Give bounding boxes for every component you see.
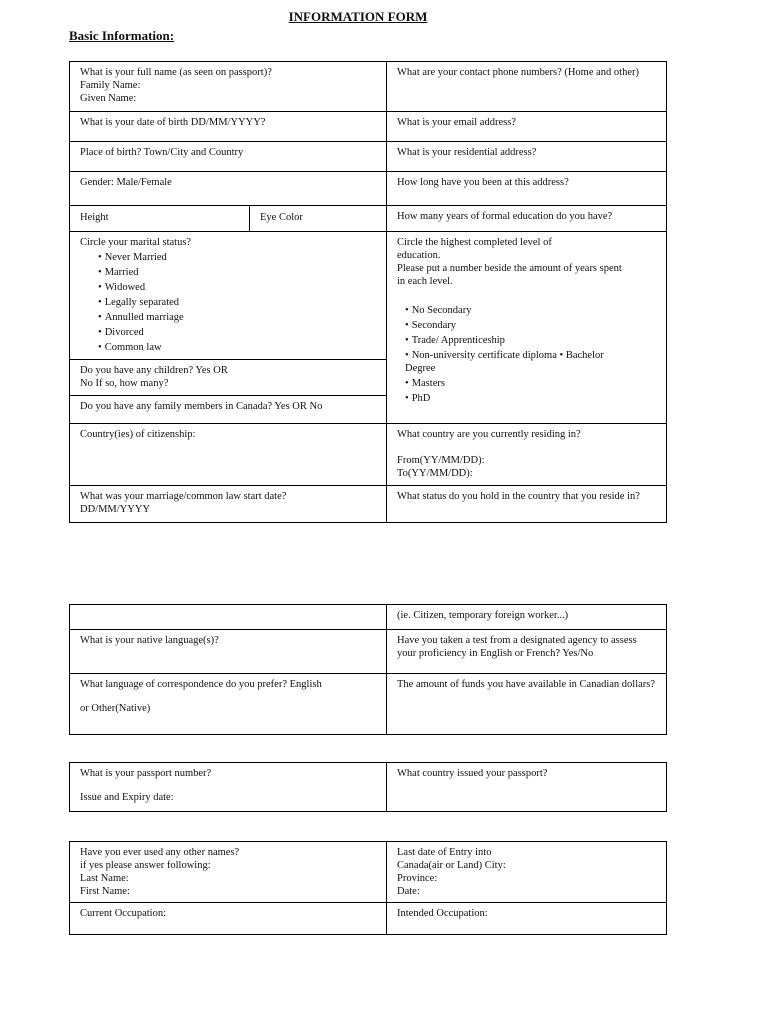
last-name-label: Last Name: — [80, 873, 129, 884]
dob-cell[interactable] — [70, 112, 387, 141]
children-question-line2: No If so, how many? — [80, 378, 169, 389]
full-name-cell[interactable] — [70, 62, 387, 111]
current-occupation-label: Current Occupation: — [80, 908, 167, 919]
language-table — [69, 604, 667, 735]
education-level-line3: Please put a number beside the amount of years spent — [397, 263, 622, 274]
section-heading: Basic Information: — [69, 28, 175, 43]
education-level-options — [397, 304, 656, 405]
language-test-cell[interactable] — [387, 630, 666, 673]
intended-occupation-label: Intended Occupation: — [397, 908, 488, 919]
marital-status-options — [80, 251, 376, 354]
birthplace-question: Place of birth? Town/City and Country — [80, 147, 244, 158]
gender-question: Gender: Male/Female — [80, 177, 172, 188]
table-row — [70, 423, 666, 485]
entry-province-label: Province: — [397, 873, 438, 884]
list-item[interactable]: • Annulled marriage — [98, 311, 376, 324]
passport-country-question: What country issued your passport? — [397, 768, 548, 779]
height-label: Height — [80, 212, 109, 223]
list-item[interactable]: • Non-university certificate diploma • Bachelor Degree — [405, 349, 635, 375]
intended-occupation-cell[interactable] — [387, 903, 666, 934]
residence-from-label: From(YY/MM/DD): — [397, 455, 485, 466]
list-item[interactable]: • Married — [98, 266, 376, 279]
education-level-line2: education. — [397, 250, 441, 261]
entry-city-label: Canada(air or Land) City: — [397, 860, 506, 871]
list-item[interactable]: • Secondary — [405, 319, 656, 332]
citizenship-cell[interactable] — [70, 424, 387, 485]
correspondence-language-cell[interactable] — [70, 674, 387, 734]
passport-country-cell[interactable] — [387, 763, 666, 811]
education-years-cell[interactable] — [387, 206, 666, 231]
other-names-question: Have you ever used any other names? — [80, 847, 240, 858]
entry-date-question: Last date of Entry into — [397, 847, 492, 858]
family-canada-question: Do you have any family members in Canada? Yes OR No — [80, 401, 323, 412]
residence-to-label: To(YY/MM/DD): — [397, 468, 473, 479]
table-row — [70, 763, 666, 811]
eye-color-cell[interactable] — [250, 206, 386, 231]
entry-date-cell[interactable] — [387, 842, 666, 902]
form-title: INFORMATION FORM — [288, 9, 428, 24]
phone-cell[interactable] — [387, 62, 666, 111]
list-item[interactable]: • Never Married — [98, 251, 376, 264]
correspondence-question: What language of correspondence do you prefer? English — [80, 679, 322, 690]
marriage-date-format: DD/MM/YYYY — [80, 504, 151, 515]
status-example-text: (ie. Citizen, temporary foreign worker...) — [397, 610, 569, 621]
table-row — [70, 62, 666, 111]
spacer — [80, 780, 376, 791]
education-level-line4: in each level. — [397, 276, 453, 287]
list-item[interactable]: • No Secondary — [405, 304, 656, 317]
language-test-question: Have you taken a test from a designated agency to assess your proficiency in English or French? Yes/No — [397, 635, 637, 659]
correspondence-other: or Other(Native) — [80, 703, 151, 714]
status-cell[interactable] — [387, 486, 666, 522]
funds-cell[interactable] — [387, 674, 666, 734]
height-cell[interactable] — [70, 206, 250, 231]
education-level-cell[interactable] — [387, 232, 666, 423]
status-example-cell[interactable] — [387, 605, 666, 629]
first-name-label: First Name: — [80, 886, 130, 897]
table-row — [70, 485, 666, 522]
passport-table — [69, 762, 667, 812]
list-item[interactable]: • Masters — [405, 377, 656, 390]
table-row — [70, 605, 666, 629]
entry-date-label: Date: — [397, 886, 420, 897]
full-name-question: What is your full name (as seen on passport)? — [80, 67, 272, 78]
list-item[interactable]: • Trade/ Apprenticeship — [405, 334, 656, 347]
children-question-line1: Do you have any children? Yes OR — [80, 365, 228, 376]
children-cell[interactable] — [70, 359, 386, 395]
list-item[interactable]: • Divorced — [98, 326, 376, 339]
education-level-line1: Circle the highest completed level of — [397, 237, 552, 248]
marital-children-stack — [70, 232, 387, 423]
other-names-cell[interactable] — [70, 842, 387, 902]
education-years-question: How many years of formal education do you have? — [397, 211, 613, 222]
marital-status-question: Circle your marital status? — [80, 237, 192, 248]
marital-status-cell[interactable] — [70, 232, 386, 359]
table-row — [70, 673, 666, 734]
table-row — [70, 171, 666, 205]
passport-number-cell[interactable] — [70, 763, 387, 811]
height-eye-group — [70, 206, 387, 231]
funds-question: The amount of funds you have available in Canadian dollars? — [397, 679, 656, 690]
list-item[interactable]: • Legally separated — [98, 296, 376, 309]
birthplace-cell[interactable] — [70, 142, 387, 171]
gender-cell[interactable] — [70, 172, 387, 205]
table-row — [70, 231, 666, 423]
basic-info-table — [69, 61, 667, 523]
email-cell[interactable] — [387, 112, 666, 141]
residence-cell[interactable] — [387, 424, 666, 485]
table-row — [70, 111, 666, 141]
address-duration-question: How long have you been at this address? — [397, 177, 569, 188]
given-name-label: Given Name: — [80, 93, 137, 104]
current-occupation-cell[interactable] — [70, 903, 387, 934]
list-item[interactable]: • PhD — [405, 392, 656, 405]
marriage-date-question: What was your marriage/common law start date? — [80, 491, 287, 502]
phone-question: What are your contact phone numbers? (Home and other) — [397, 67, 639, 78]
table-row — [70, 141, 666, 171]
native-language-question: What is your native language(s)? — [80, 635, 219, 646]
dob-question: What is your date of birth DD/MM/YYYY? — [80, 117, 266, 128]
names-occupation-table — [69, 841, 667, 935]
issue-expiry-label: Issue and Expiry date: — [80, 792, 174, 803]
family-name-label: Family Name: — [80, 80, 141, 91]
residence-question: What country are you currently residing in? — [397, 429, 581, 440]
family-canada-cell[interactable] — [70, 395, 386, 423]
list-item[interactable]: • Widowed — [98, 281, 376, 294]
citizenship-question: Country(ies) of citizenship: — [80, 429, 196, 440]
marriage-date-cell[interactable] — [70, 486, 387, 522]
spacer — [80, 691, 376, 702]
blank-cell[interactable] — [70, 605, 387, 629]
address-cell[interactable] — [387, 142, 666, 171]
table-row — [70, 902, 666, 934]
spacer — [397, 441, 656, 454]
address-duration-cell[interactable] — [387, 172, 666, 205]
table-row — [70, 629, 666, 673]
table-row — [70, 842, 666, 902]
eye-color-label: Eye Color — [260, 212, 303, 223]
table-row — [70, 205, 666, 231]
address-question: What is your residential address? — [397, 147, 537, 158]
native-language-cell[interactable] — [70, 630, 387, 673]
status-question: What status do you hold in the country that you reside in? — [397, 491, 640, 502]
list-item[interactable]: • Common law — [98, 341, 376, 354]
passport-number-question: What is your passport number? — [80, 768, 212, 779]
email-question: What is your email address? — [397, 117, 516, 128]
other-names-instruction: if yes please answer following: — [80, 860, 211, 871]
